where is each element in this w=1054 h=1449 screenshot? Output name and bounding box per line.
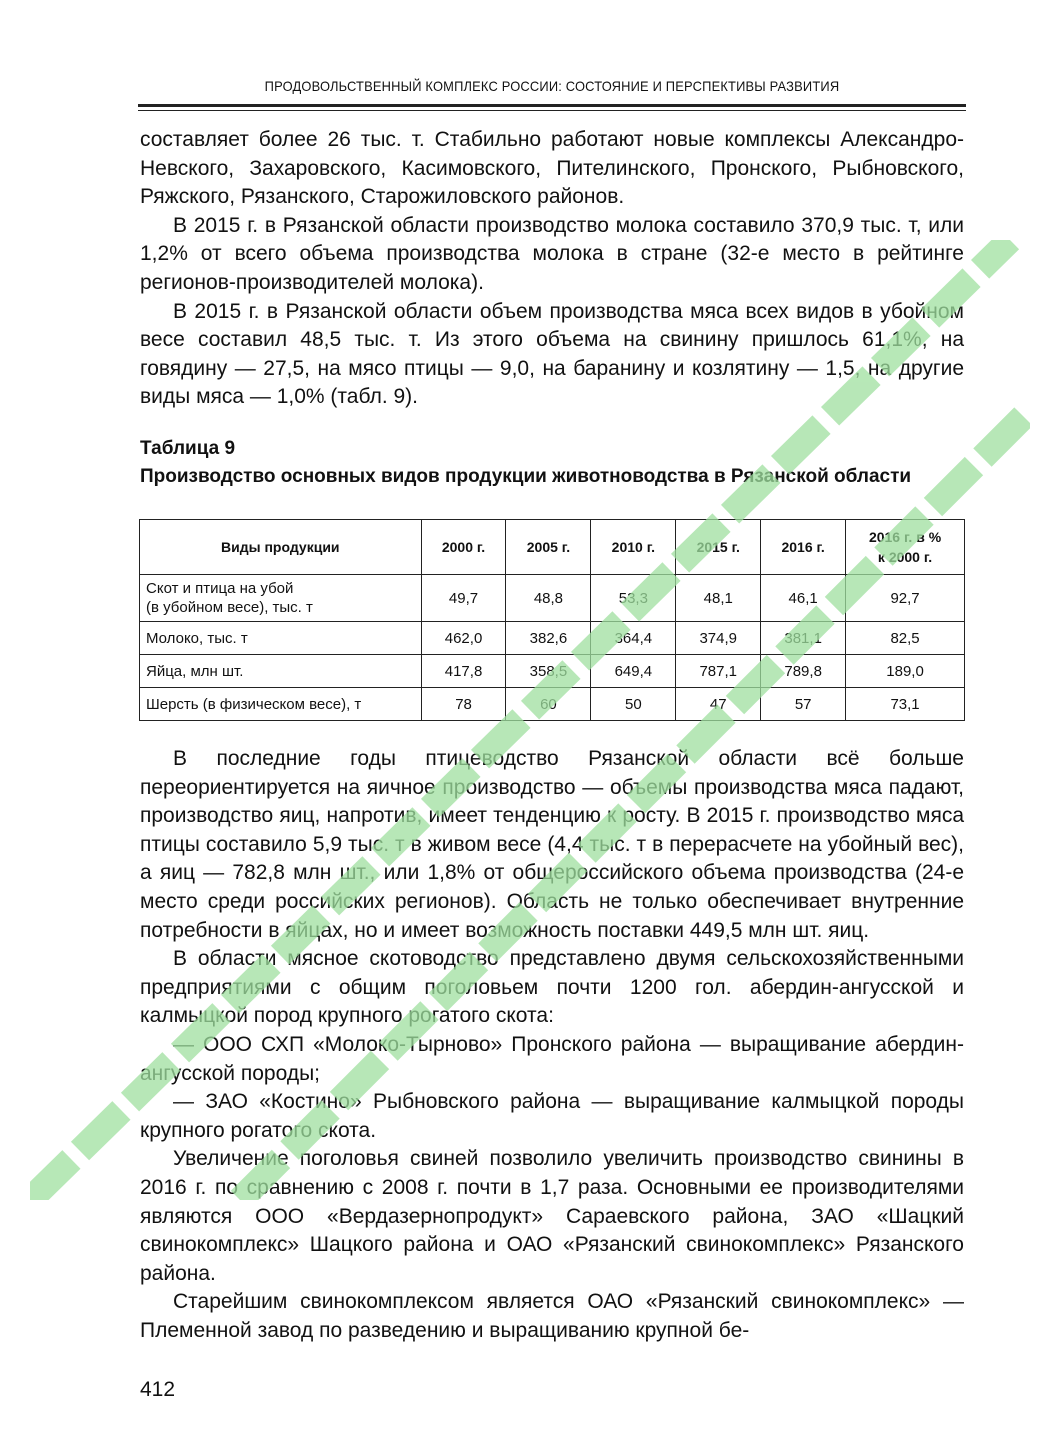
header-2010: 2010 г. (591, 520, 676, 575)
running-head: ПРОДОВОЛЬСТВЕННЫЙ КОМПЛЕКС РОССИИ: СОСТОЯНИЕ И ПЕРСПЕКТИВЫ РАЗВИТИЯ (264, 78, 840, 94)
header-2016: 2016 г. (761, 520, 846, 575)
cell-2016: 789,8 (761, 655, 846, 688)
row-name-line1: Скот и птица на убой (146, 580, 294, 597)
cell-2010: 649,4 (591, 655, 676, 688)
cell-2015: 787,1 (676, 655, 761, 688)
cell-2010: 364,4 (591, 622, 676, 655)
paragraph: — ЗАО «Костино» Рыбновского района — выращивание калмыцкой породы крупного рогатого скота. (140, 1090, 964, 1142)
cell-2016: 57 (761, 688, 846, 721)
cell-2000: 78 (421, 688, 506, 721)
paragraph: составляет более 26 тыс. т. Стабильно работают новые комплексы Александро-Невского, Захаровского, Касимовского, Пителинского, Пронского, Рыбновского, Ряжского, Рязанского, Старожиловского районов. (140, 128, 964, 209)
row-name-line2: (в убойном весе), тыс. т (146, 599, 313, 616)
row-name: Шерсть (в физическом весе), т (140, 688, 422, 721)
cell-percent: 73,1 (846, 688, 965, 721)
table-row (140, 575, 965, 622)
bottom-text-block (140, 745, 964, 1345)
table-row (140, 688, 965, 721)
table-row (140, 622, 965, 655)
cell-2015: 47 (676, 688, 761, 721)
top-text-block (140, 126, 964, 412)
header-rule-thick (138, 104, 966, 107)
table-title: Производство основных видов продукции животноводства в Рязанской области (140, 466, 912, 487)
header-rule-thin (138, 110, 966, 111)
cell-percent: 92,7 (846, 575, 965, 622)
cell-2016: 46,1 (761, 575, 846, 622)
paragraph: В 2015 г. в Рязанской области объем производства мяса всех видов в убойном весе составил 48,5 тыс. т. Из этого объема на свинину пришлось 61,1%, на говядину — 27,5, на мясо птицы — 9,0, на баранину и козлятину — 1,5, на другие виды мяса — 1,0% (табл. 9). (140, 299, 964, 409)
paragraph: Увеличение поголовья свиней позволило увеличить производство свинины в 2016 г. по сравнению с 2008 г. почти в 1,7 раза. Основными ее производителями являются ООО «Вердазернопродукт» Сараевского района, ЗАО «Шацкий свинокомплекс» Шацкого района и ОАО «Рязанский свинокомплекс» Рязанского района. (140, 1147, 964, 1285)
cell-2016: 381,1 (761, 622, 846, 655)
header-percent (846, 520, 965, 575)
cell-2005: 382,6 (506, 622, 591, 655)
cell-2010: 53,3 (591, 575, 676, 622)
paragraph: В 2015 г. в Рязанской области производство молока составило 370,9 тыс. т, или 1,2% от всего объема производства молока в стране (32-е место в рейтинге регионов-производителей молока). (140, 213, 964, 294)
table-row (140, 655, 965, 688)
table-header-row (140, 520, 965, 575)
cell-2000: 49,7 (421, 575, 506, 622)
header-2005: 2005 г. (506, 520, 591, 575)
livestock-table (139, 519, 965, 721)
header-percent-line2: к 2000 г. (877, 549, 933, 565)
header-product: Виды продукции (140, 520, 422, 575)
row-name: Молоко, тыс. т (140, 622, 422, 655)
cell-2015: 48,1 (676, 575, 761, 622)
cell-2010: 50 (591, 688, 676, 721)
row-name: Яйца, млн шт. (140, 655, 422, 688)
cell-2000: 417,8 (421, 655, 506, 688)
header-2000: 2000 г. (421, 520, 506, 575)
cell-2015: 374,9 (676, 622, 761, 655)
cell-2005: 358,5 (506, 655, 591, 688)
cell-percent: 82,5 (846, 622, 965, 655)
cell-2000: 462,0 (421, 622, 506, 655)
page-number: 412 (140, 1378, 176, 1401)
cell-percent: 189,0 (846, 655, 965, 688)
paragraph: В области мясное скотоводство представлено двумя сельскохозяйственными предприятиями с общим поголовьем почти 1200 гол. абердин-ангусской и калмыцкой пород крупного рогатого скота: (140, 947, 964, 1028)
header-2015: 2015 г. (676, 520, 761, 575)
paragraph: В последние годы птицеводство Рязанской области всё больше переориентируется на яичное производство — объемы производства мяса падают, производство яиц, напротив, имеет тенденцию к росту. В 2015 г. производство мяса птицы составило 5,9 тыс. т в живом весе (4,4 тыс. т в перерасчете на убойный вес), а яиц — 782,8 млн шт., или 1,8% от общероссийского объема производства (24-е место среди российских регионов). Область не только обеспечивает внутренние потребности в яйцах, но и имеет возможность поставки 449,5 млн шт. яиц. (140, 747, 964, 942)
row-name (140, 575, 422, 622)
cell-2005: 48,8 (506, 575, 591, 622)
table-label: Таблица 9 (140, 438, 236, 459)
header-percent-line1: 2016 г. в % (868, 529, 942, 545)
paragraph: — ООО СХП «Молоко-Тырново» Пронского района — выращивание абердин-ангусской породы; (140, 1032, 964, 1085)
cell-2005: 60 (506, 688, 591, 721)
paragraph: Старейшим свинокомплексом является ОАО «Рязанский свинокомплекс» — Племенной завод по разведению и выращиванию крупной бе- (140, 1290, 964, 1342)
